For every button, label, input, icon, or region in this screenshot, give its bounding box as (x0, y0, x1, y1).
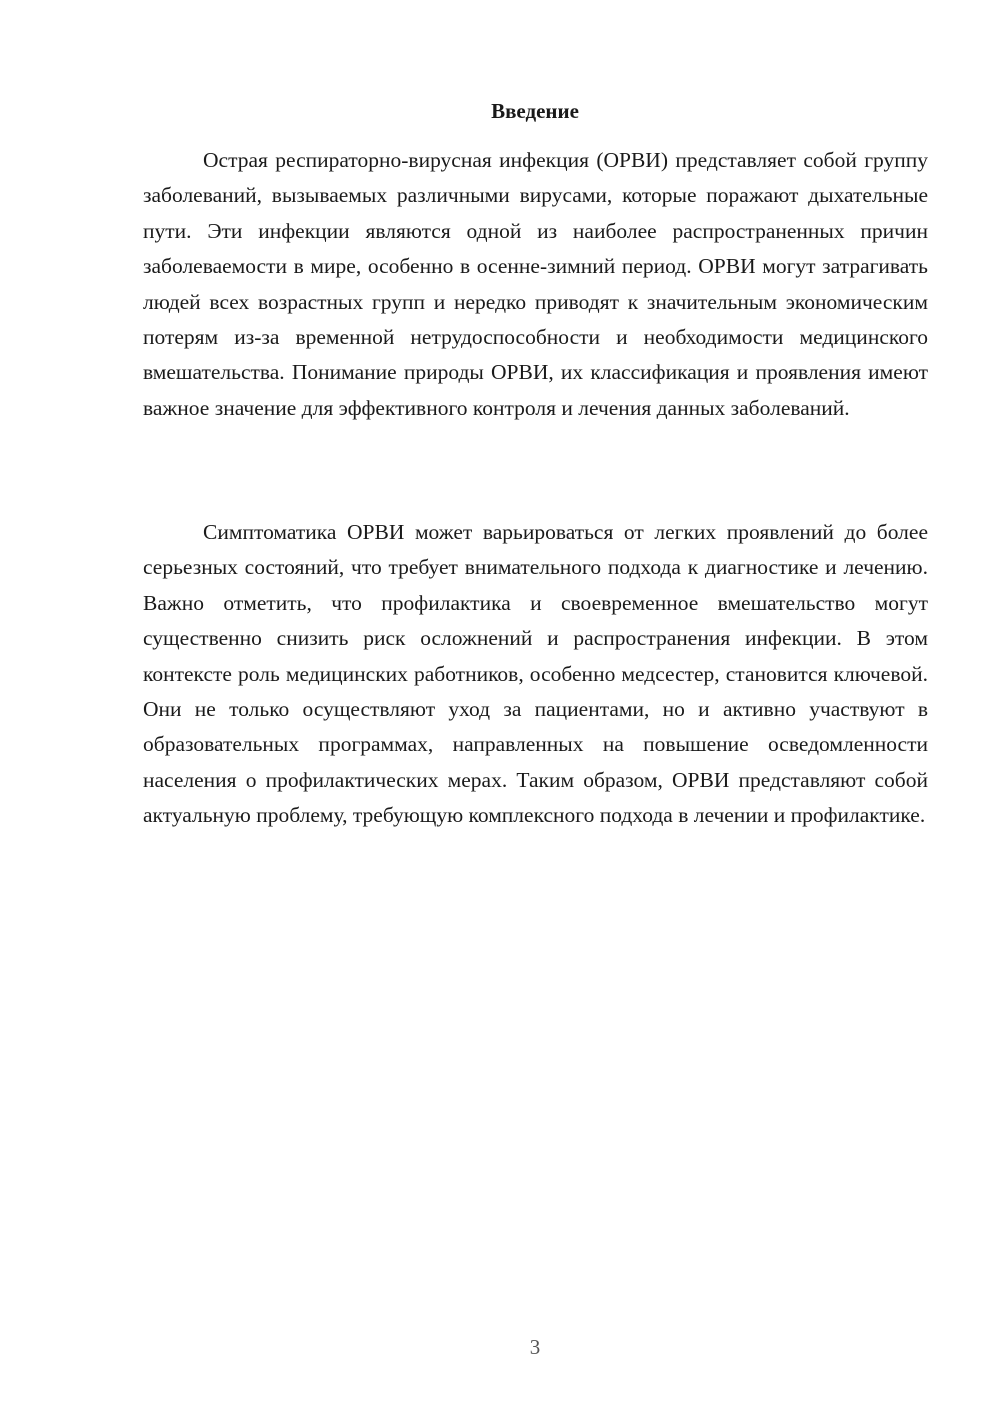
section-heading: Введение (491, 99, 579, 123)
paragraph-symptoms: Симптоматика ОРВИ может варьироваться от легких проявлений до более серьезных состояний, что требует внимательного подхода к диагностике и лечению. Важно отметить, что профилактика и своевременное вмешательство могут существенно снизить риск осложнений и распространения инфекции. В этом контексте роль медицинских работников, особенно медсестер, становится ключевой. Они не только осуществляют уход за пациентами, но и активно участвуют в образовательных программах, направленных на повышение осведомленности населения о профилактических мерах. Таким образом, ОРВИ представляют собой актуальную проблему, требующую комплексного подхода в лечении и профилактике. (143, 520, 928, 828)
paragraph-intro: Острая респираторно-вирусная инфекция (ОРВИ) представляет собой группу заболеваний, вызываемых различными вирусами, которые поражают дыхательные пути. Эти инфекции являются одной из наиболее распространенных причин заболеваемости в мире, особенно в осенне-зимний период. ОРВИ могут затрагивать людей всех возрастных групп и нередко приводят к значительным экономическим потерям из-за временной нетрудоспособности и необходимости медицинского вмешательства. Понимание природы ОРВИ, их классификация и проявления имеют важное значение для эффективного контроля и лечения данных заболеваний. (143, 148, 928, 420)
page-number: 3 (529, 1335, 541, 1359)
